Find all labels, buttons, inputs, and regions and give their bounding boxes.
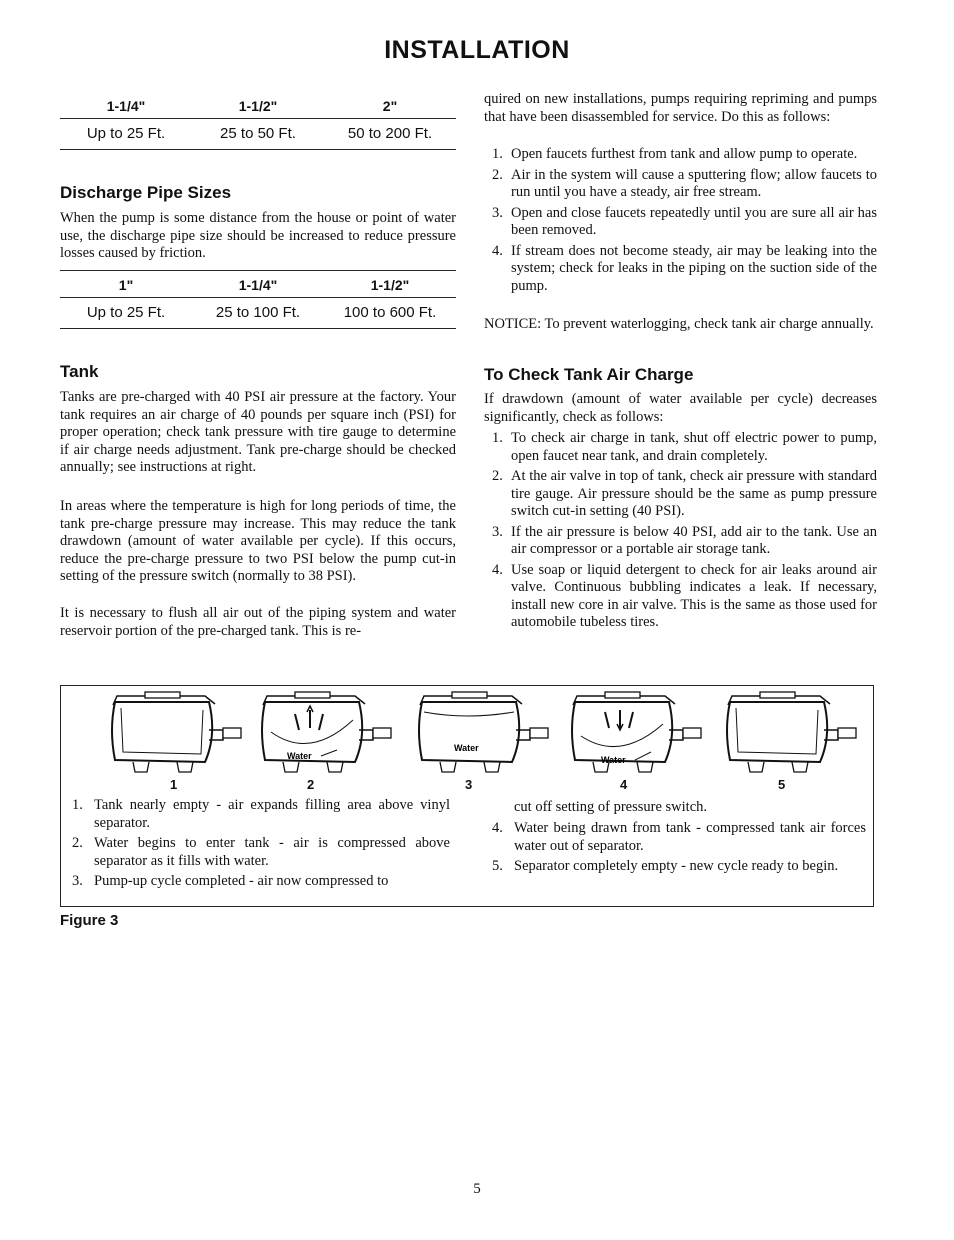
water-label: Water	[454, 743, 479, 753]
check-air-heading: To Check Tank Air Charge	[484, 365, 694, 384]
tank-paragraph-3: It is necessary to flush all air out of the piping system and water reservoir portion of the pre-charged tank. This is re-	[60, 605, 456, 639]
list-item	[484, 562, 877, 632]
notice-body: To prevent waterlogging, check tank air charge annually.	[541, 316, 874, 332]
list-number: 4.	[492, 820, 503, 836]
list-text: Pump-up cycle completed - air now compressed to	[94, 873, 389, 889]
list-item	[484, 243, 877, 296]
list-text: Separator completely empty - new cycle ready to begin.	[514, 858, 839, 874]
tank-number: 2	[307, 777, 315, 792]
tank-diagram-5	[720, 690, 860, 785]
list-text: If the air pressure is below 40 PSI, add air to the tank. Use an air compressor or a portable air storage tank.	[511, 523, 877, 557]
list-text: Tank nearly empty - air expands filling area above vinyl separator.	[94, 797, 450, 831]
list-text: To check air charge in tank, shut off electric power to pump, open faucet near tank, and drain completely.	[511, 430, 877, 464]
list-item	[484, 524, 877, 559]
list-text: Open and close faucets repeatedly until you are sure all air has been removed.	[511, 204, 877, 238]
list-text: Use soap or liquid detergent to check for air leaks around air valve. Continuous bubbling indicates a leak. If necessary, install new core in air valve. This is the same as those used for automobile tubeless tires.	[511, 561, 877, 630]
list-item	[482, 858, 866, 876]
list-number: 1.	[492, 146, 503, 162]
flush-steps-list	[484, 146, 877, 298]
tank-number: 4	[620, 777, 628, 792]
list-number: 4.	[492, 242, 503, 259]
list-item	[482, 820, 866, 855]
list-text: At the air valve in top of tank, check air pressure with standard tire gauge. Air pressure should be the same as pump pressure switch cut-in setting (40 PSI).	[511, 468, 877, 519]
table-header-cell: 1-1/2"	[238, 98, 278, 114]
list-number: 5.	[492, 858, 503, 874]
list-number: 3.	[492, 523, 503, 540]
discharge-pipe-table	[60, 270, 456, 329]
tank-3-illustration	[412, 690, 552, 780]
table-header-cell: 2"	[382, 98, 398, 114]
table-cell: Up to 25 Ft.	[86, 304, 166, 321]
list-text: Water being drawn from tank - compressed tank air forces water out of separator.	[514, 820, 866, 854]
list-item	[484, 468, 877, 521]
table-cell: 50 to 200 Ft.	[347, 125, 433, 142]
tank-number: 5	[778, 777, 786, 792]
table-row	[60, 119, 456, 150]
discharge-heading: Discharge Pipe Sizes	[60, 183, 232, 202]
list-item	[484, 167, 877, 202]
list-item	[62, 797, 450, 832]
list-number: 4.	[492, 561, 503, 578]
page-number: 5	[473, 1181, 481, 1197]
tank-4-illustration	[565, 690, 705, 780]
tank-number: 3	[465, 777, 473, 792]
tank-diagram-4	[565, 690, 705, 785]
list-number: 1.	[72, 797, 83, 813]
table-header-cell: 1-1/2"	[370, 277, 410, 293]
suction-pipe-table	[60, 98, 456, 150]
list-number: 2.	[492, 166, 503, 183]
tank-heading: Tank	[60, 362, 99, 381]
table-header	[60, 270, 456, 298]
list-number: 2.	[72, 835, 83, 851]
list-number: 3.	[492, 204, 503, 221]
tank-5-illustration	[720, 690, 860, 780]
check-air-intro: If drawdown (amount of water available per cycle) decreases significantly, check as follows:	[484, 391, 877, 425]
list-item	[62, 835, 450, 870]
continuation-text: quired on new installations, pumps requiring repriming and pumps that have been disassembled for service. Do this as follows:	[484, 91, 877, 125]
water-label: Water	[601, 755, 626, 765]
table-cell: 100 to 600 Ft.	[343, 304, 437, 321]
table-cell: 25 to 100 Ft.	[215, 304, 301, 321]
table-header-cell: 1"	[118, 277, 134, 293]
figure-label: Figure 3	[60, 912, 119, 929]
list-item	[62, 873, 450, 891]
tank-paragraph-1: Tanks are pre-charged with 40 PSI air pressure at the factory. Your tank requires an air charge of 40 pounds per square inch (PSI) for proper operation; check tank pressure with tire gauge to determine if air charge needs adjustment. Tank pre-charge should be checked annually; see instructions at right.	[60, 389, 456, 475]
list-text: If stream does not become steady, air may be leaking into the system; check for leaks in the piping on the suction side of the pump.	[511, 242, 877, 294]
list-number: 2.	[492, 468, 503, 484]
tank-number: 1	[170, 777, 178, 792]
water-label: Water	[287, 751, 312, 761]
figure-captions-left	[62, 797, 450, 894]
tank-diagram-1	[105, 690, 245, 785]
check-air-steps-list	[484, 430, 877, 635]
table-header	[60, 98, 456, 119]
table-cell: Up to 25 Ft.	[86, 125, 166, 142]
tank-diagram-2	[255, 690, 395, 785]
list-text: Open faucets furthest from tank and allow pump to operate.	[511, 146, 858, 162]
list-number: 3.	[72, 873, 83, 889]
list-text: Air in the system will cause a sputtering flow; allow faucets to run until you have a steady, air free stream.	[511, 166, 877, 200]
list-item	[484, 146, 877, 164]
table-header-cell: 1-1/4"	[238, 277, 278, 293]
figure-captions-right	[482, 820, 866, 879]
page-title: INSTALLATION	[384, 36, 570, 64]
list-item	[484, 205, 877, 240]
list-text: Water begins to enter tank - air is compressed above separator as it fills with water.	[94, 835, 450, 869]
discharge-text: When the pump is some distance from the house or point of water use, the discharge pipe size should be increased to reduce pressure losses caused by friction.	[60, 210, 456, 261]
notice-text	[484, 316, 877, 334]
tank-1-illustration	[105, 690, 245, 780]
table-row	[60, 298, 456, 329]
list-item	[484, 430, 877, 465]
table-header-cell: 1-1/4"	[106, 98, 146, 114]
notice-label: NOTICE:	[484, 316, 542, 332]
table-cell: 25 to 50 Ft.	[220, 125, 296, 142]
tank-paragraph-2: In areas where the temperature is high for long periods of time, the tank pre-charge pressure may increase. This may reduce the tank drawdown (amount of water available per cycle). If this occurs, reduce the pre-charge pressure to two PSI below the pump cut-in setting of the pressure switch (normally to 38 PSI).	[60, 498, 456, 584]
figure-caption-continuation: cut off setting of pressure switch.	[514, 799, 708, 815]
tank-2-illustration	[255, 690, 395, 780]
list-number: 1.	[492, 430, 503, 446]
tank-diagram-3	[412, 690, 552, 785]
